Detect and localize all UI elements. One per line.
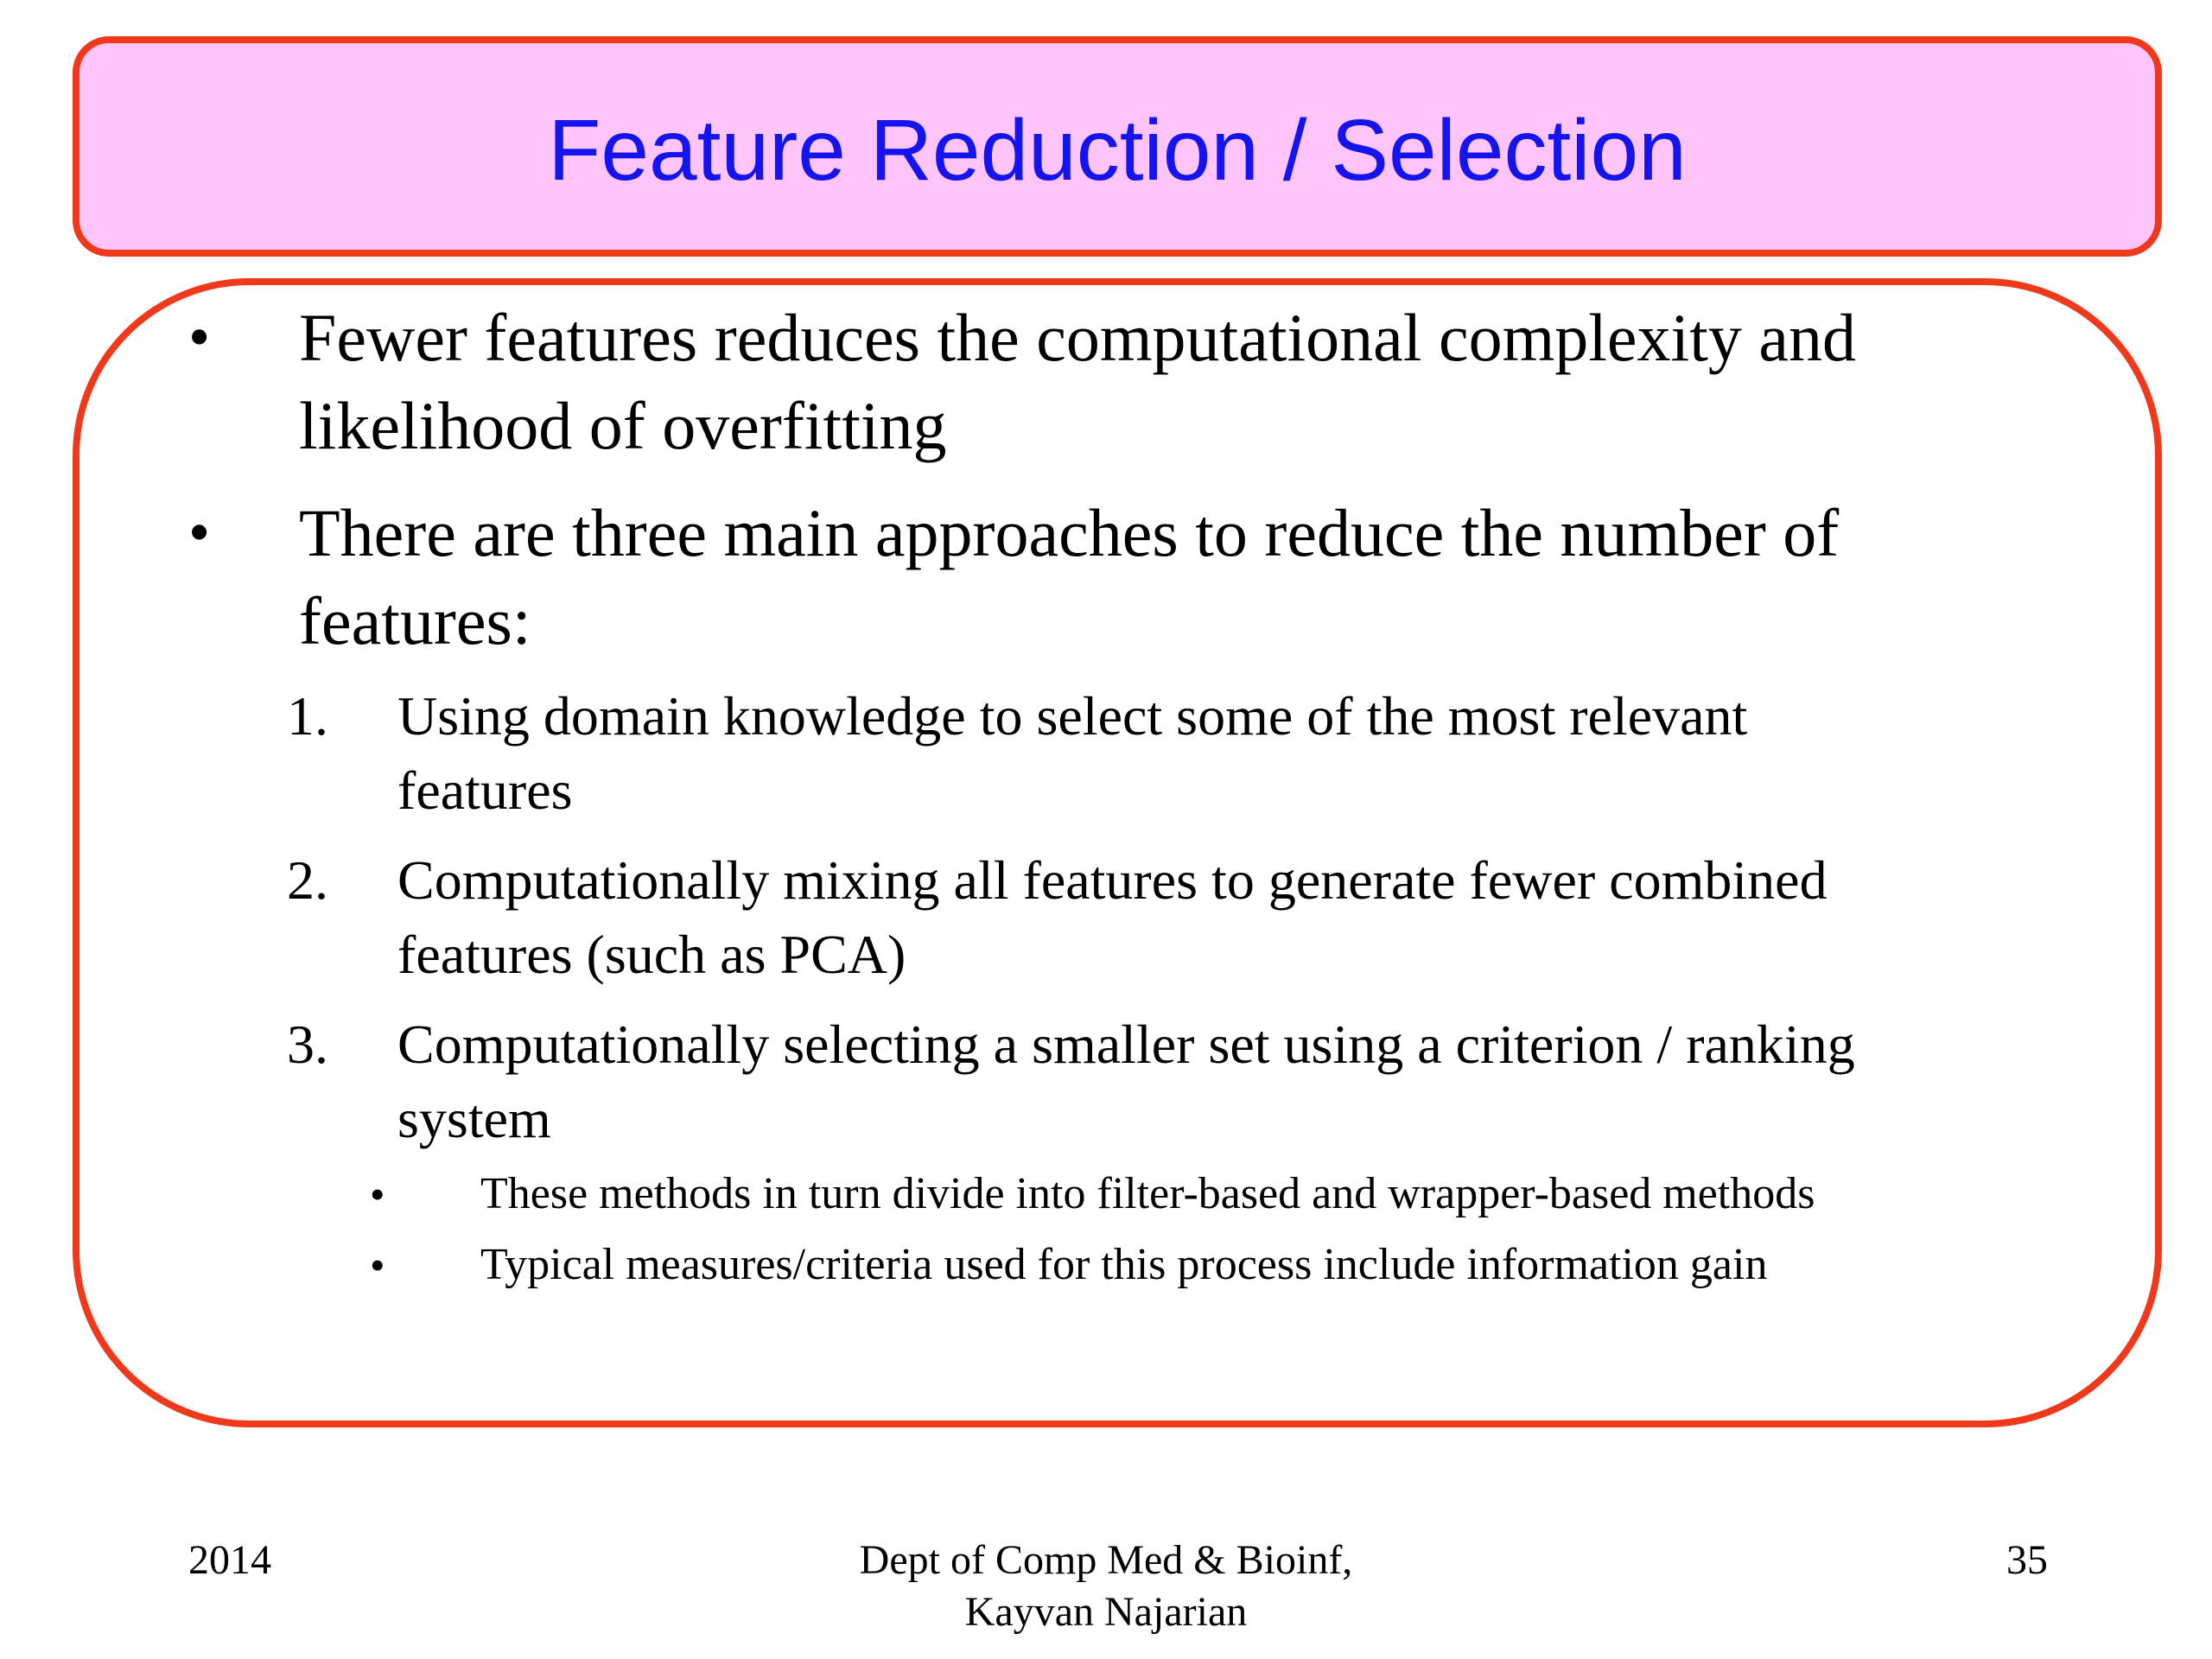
- bullet-text: [299, 489, 2079, 665]
- bullet-marker: •: [188, 302, 211, 372]
- bullet-line: features:: [299, 583, 531, 658]
- number-marker: 2.: [287, 849, 328, 911]
- footer-author-line: Kayvan Najarian: [964, 1589, 1248, 1635]
- bullet-line: likelihood of overfitting: [299, 388, 947, 463]
- number-marker: 1.: [287, 685, 328, 747]
- sub-bullet-marker: •: [370, 1241, 385, 1289]
- numbered-line: system: [397, 1088, 551, 1149]
- numbered-text: [397, 1007, 2091, 1156]
- numbered-line: Computationally selecting a smaller set using a criterion / ranking: [397, 1014, 1855, 1075]
- sub-bullet-marker: •: [370, 1170, 385, 1218]
- bullet-line: There are three main approaches to reduce the number of: [299, 495, 1840, 570]
- numbered-line: Using domain knowledge to select some of the most relevant: [397, 685, 1748, 747]
- footer-department: [847, 1535, 1365, 1638]
- bullet-text: [299, 294, 2079, 470]
- numbered-line: features (such as PCA): [397, 924, 906, 985]
- numbered-text: [397, 843, 2091, 992]
- bullet-marker: •: [188, 498, 211, 567]
- numbered-line: Computationally mixing all features to generate fewer combined: [397, 849, 1827, 911]
- number-marker: 3.: [287, 1014, 328, 1075]
- numbered-text: [397, 679, 2091, 828]
- bullet-line: Fewer features reduces the computational complexity and: [299, 300, 1856, 375]
- footer-dept-line: Dept of Comp Med & Bioinf,: [859, 1537, 1353, 1583]
- slide-title: Feature Reduction / Selection: [548, 101, 1687, 199]
- page-number: 35: [2006, 1537, 2048, 1583]
- footer-year: 2014: [188, 1537, 271, 1583]
- sub-bullet-text: Typical measures/criteria used for this process include information gain: [480, 1240, 1768, 1289]
- sub-bullet-text: These methods in turn divide into filter-based and wrapper-based methods: [480, 1169, 1815, 1218]
- numbered-line: features: [397, 760, 573, 821]
- title-box: [73, 36, 2162, 257]
